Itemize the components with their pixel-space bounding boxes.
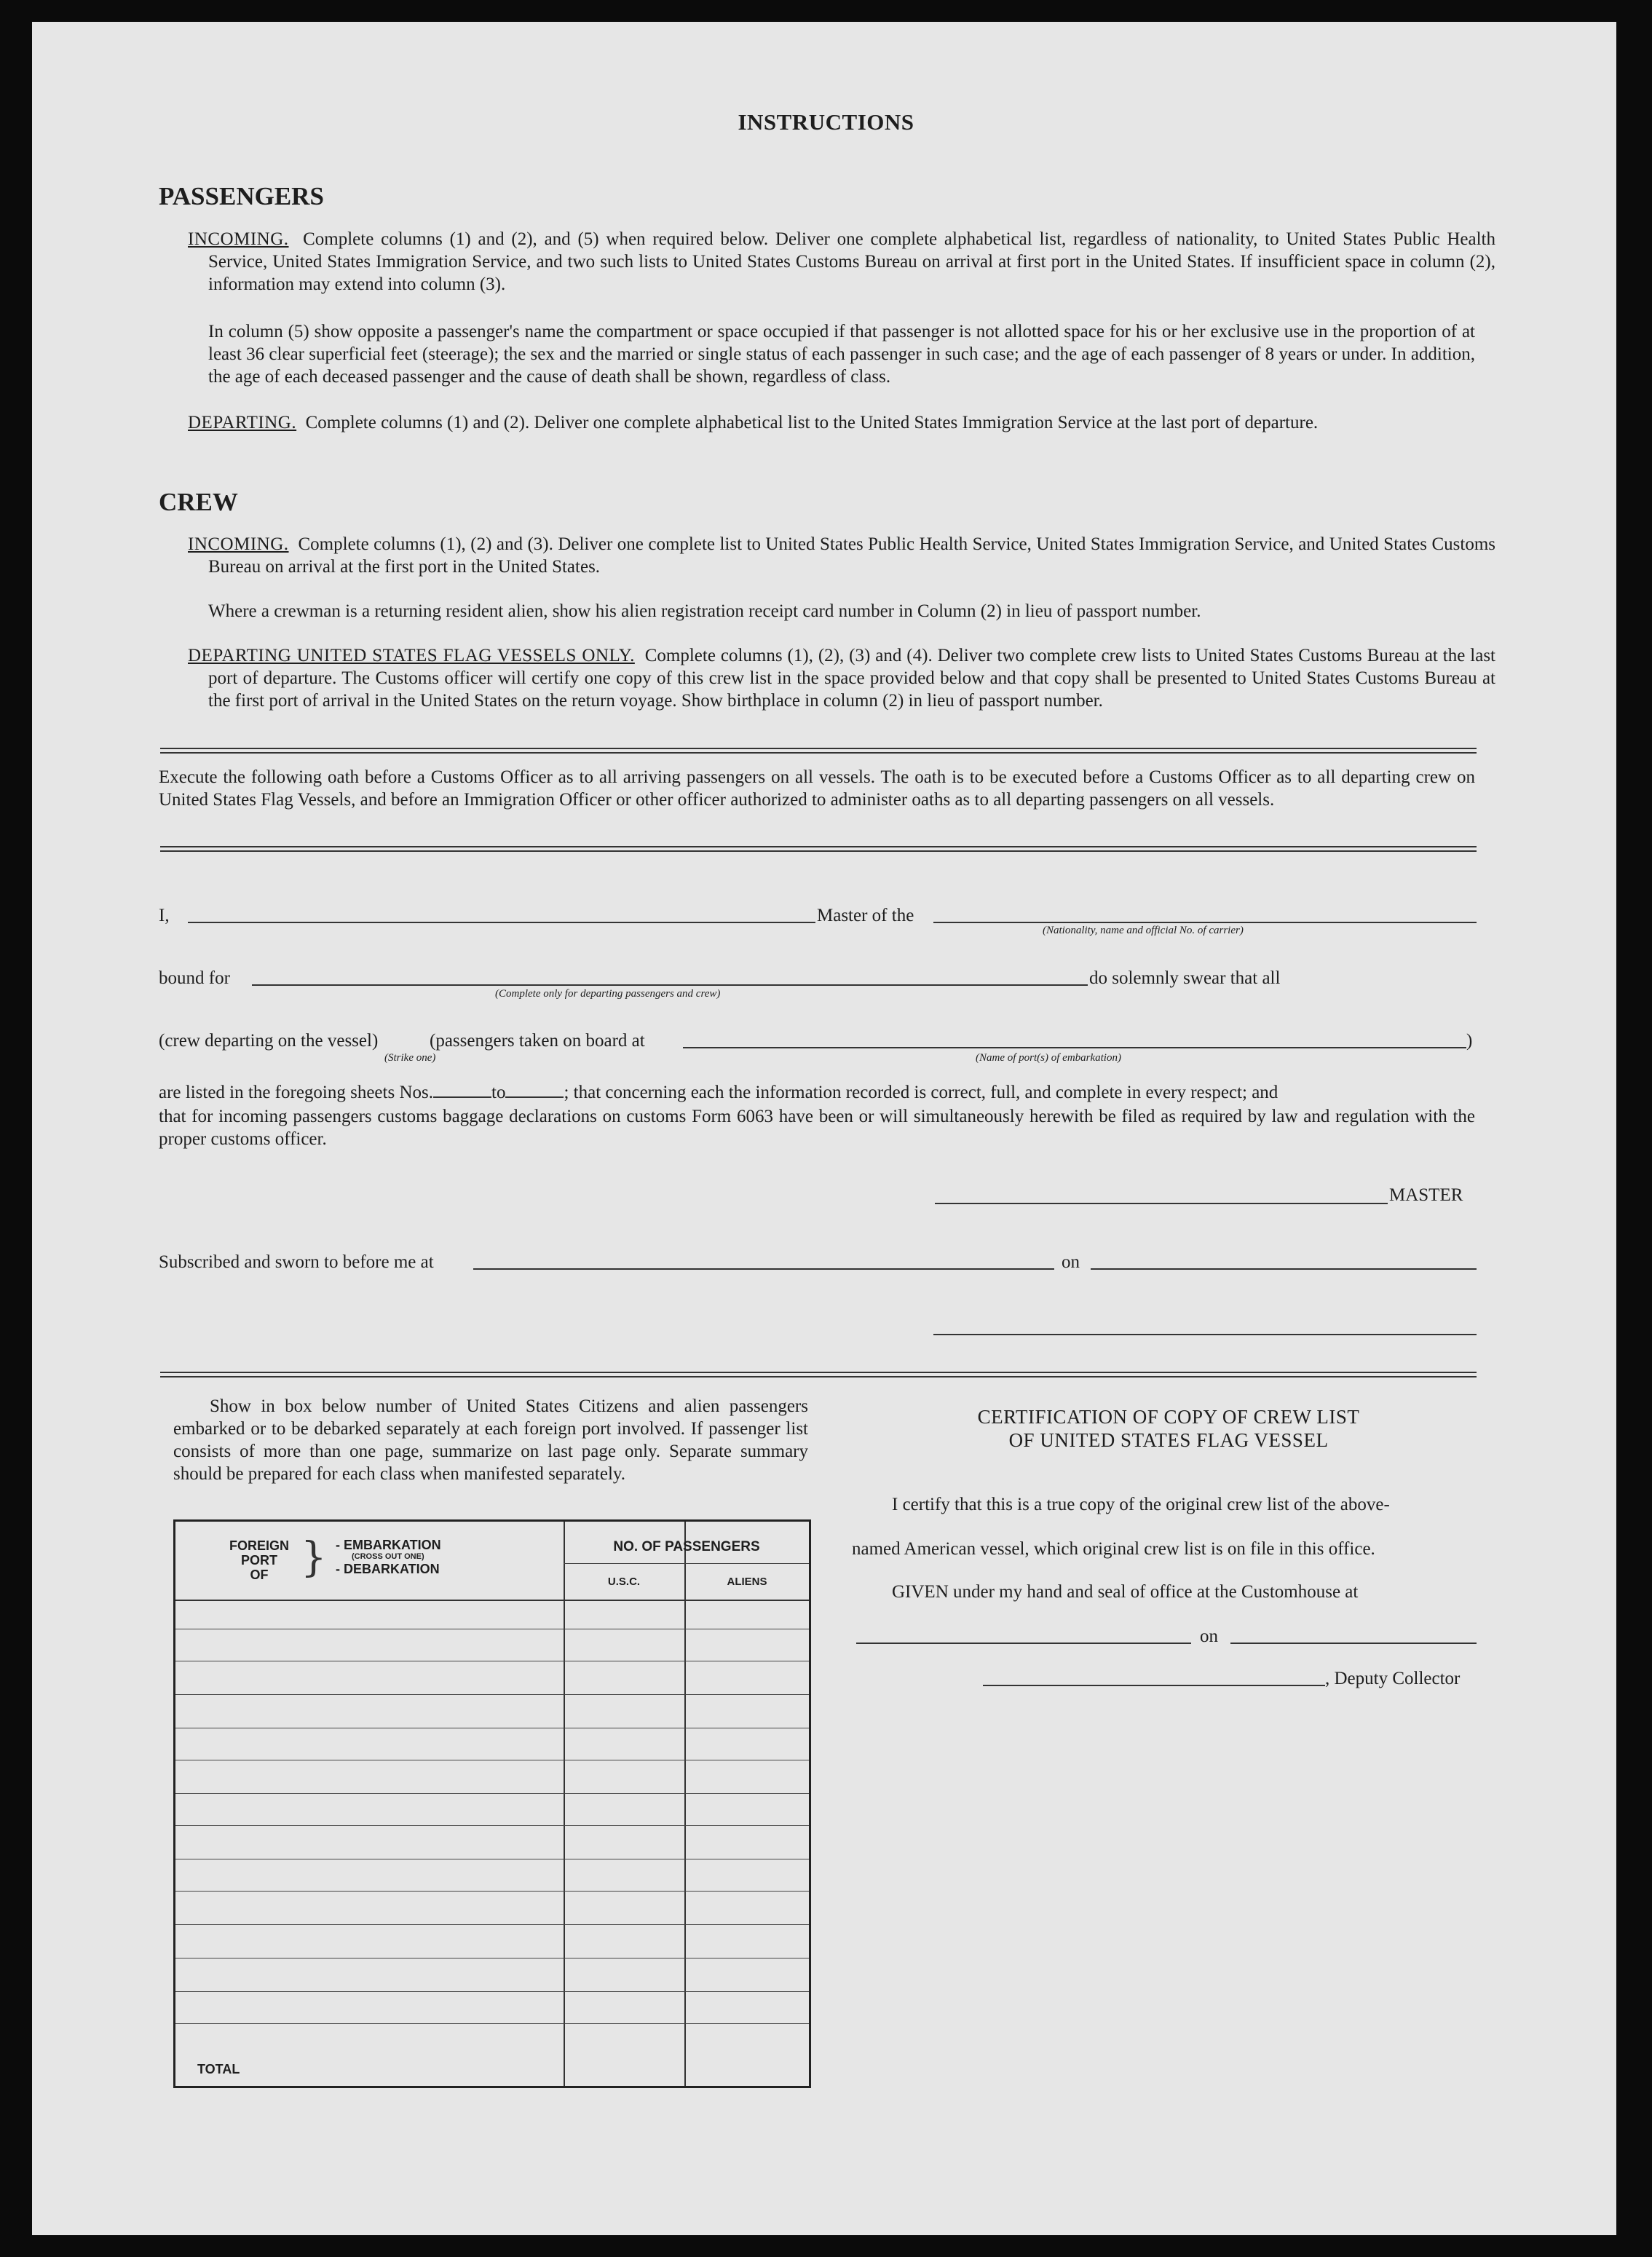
col-foreign-port-of (216, 1538, 303, 1582)
given-text: GIVEN under my hand and seal of office at the Customhouse at (892, 1582, 1359, 1602)
subscribed-label: Subscribed and sworn to before me at (159, 1252, 434, 1272)
certification-heading-line2: OF UNITED STATES FLAG VESSEL (1008, 1429, 1329, 1451)
passengers-incoming-paragraph (188, 228, 1495, 296)
deputy-collector-label: , Deputy Collector (1325, 1669, 1461, 1688)
deputy-collector-signature-field[interactable] (983, 1685, 1325, 1686)
sheet-from-field[interactable] (433, 1083, 491, 1098)
listed-suffix: ; that concerning each the information recorded is correct, full, and complete in every respect; and (564, 1083, 1278, 1102)
listed-line (159, 1083, 1475, 1103)
col-embarkation-group (336, 1538, 441, 1576)
table-row[interactable] (175, 1694, 809, 1695)
crew-incoming-text: Complete columns (1), (2) and (3). Deliver one complete list to United States Public Health Service, United States Immigration Service, and United States Customs Bureau on arrival at the first port in the United States. (208, 534, 1496, 577)
table-row[interactable] (175, 1825, 809, 1826)
subscribed-date-field[interactable] (1091, 1268, 1477, 1270)
carrier-caption: (Nationality, name and official No. of carrier) (1043, 925, 1244, 936)
passengers-departing-label: DEPARTING. (188, 413, 297, 432)
crew-incoming-paragraph (188, 533, 1495, 578)
crew-incoming-label: INCOMING. (188, 534, 289, 554)
passengers-departing-text: Complete columns (1) and (2). Deliver one complete alphabetical list to the United States Immigration Service at the last port of departure. (305, 413, 1319, 432)
total-label: TOTAL (197, 2062, 240, 2076)
divider (160, 846, 1477, 852)
sheet-to-field[interactable] (505, 1083, 564, 1098)
col-debarkation: - DEBARKATION (336, 1562, 440, 1576)
listed-prefix: are listed in the foregoing sheets Nos. (159, 1083, 433, 1102)
crew-departing-option[interactable]: (crew departing on the vessel) (159, 1031, 379, 1051)
summary-instructions: Show in box below number of United States Citizens and alien passengers embarked or to be debarked separately at each foreign port involved. If passenger list consists of more than one page, summarize on last page only. Separate summary should be prepared for each class when manifested separately. (173, 1396, 808, 1484)
column-divider (684, 1522, 686, 2086)
carrier-field[interactable] (933, 922, 1477, 923)
col-cross-out: (CROSS OUT ONE) (352, 1552, 424, 1561)
bound-for-caption: (Complete only for departing passengers and crew) (495, 988, 721, 1000)
passengers-heading: PASSENGERS (159, 182, 324, 210)
col-foreign: FOREIGN (229, 1538, 289, 1553)
oath-instructions: Execute the following oath before a Customs Officer as to all arriving passengers on all vessels. The oath is to be executed before a Customs Officer as to all departing crew on United States Flag Vessels, and before an Immigration Officer or other officer authorized to administer oaths as to all departing passengers on all vessels. (159, 767, 1475, 810)
table-row[interactable] (175, 1891, 809, 1892)
passengers-column5-paragraph: In column (5) show opposite a passenger's name the compartment or space occupied if that passenger is not allotted space for his or her exclusive use in the proportion of at least 36 clear superficial feet (steerage); the sex and the married or single status of each passenger in such case; and the age of each passenger of 8 years or under. In addition, the age of each deceased passenger and the cause of death shall be shown, regardless of class. (208, 322, 1475, 387)
bound-for-label: bound for (159, 968, 230, 988)
table-row[interactable] (175, 1924, 809, 1925)
oath-i-label: I, (159, 906, 170, 925)
brace-icon: } (301, 1534, 327, 1581)
col-embarkation: - EMBARKATION (336, 1538, 441, 1552)
passenger-summary-table (173, 1519, 811, 2088)
header-bottom (175, 1600, 809, 1601)
certification-heading (859, 1405, 1478, 1452)
table-row[interactable] (175, 1793, 809, 1794)
page-title: INSTRUCTIONS (738, 109, 914, 135)
listed-paragraph-2: that for incoming passengers customs baggage declarations on customs Form 6063 have been or will simultaneously herewith be filed as required by law and regulation with the proper customs officer. (159, 1107, 1475, 1149)
subscribed-place-field[interactable] (473, 1268, 1054, 1270)
passengers-departing-paragraph (188, 411, 1495, 434)
close-paren: ) (1466, 1031, 1473, 1051)
col-usc: U.S.C. (607, 1576, 641, 1588)
master-label: MASTER (1389, 1185, 1463, 1205)
header-divider (564, 1563, 809, 1564)
certify-text: I certify that this is a true copy of the original crew list of the above- (892, 1495, 1390, 1514)
crew-departing-label: DEPARTING UNITED STATES FLAG VESSELS ONLY. (188, 646, 635, 665)
crew-returning-paragraph: Where a crewman is a returning resident alien, show his alien registration receipt card number in Column (2) in lieu of passport number. (208, 601, 1201, 621)
table-row[interactable] (175, 1991, 809, 1992)
col-aliens: ALIENS (727, 1576, 767, 1588)
table-row[interactable] (175, 2023, 809, 2024)
port-caption: (Name of port(s) of embarkation) (976, 1052, 1121, 1064)
named-text: named American vessel, which original crew list is on file in this office. (852, 1539, 1375, 1559)
crew-departing-paragraph (188, 644, 1495, 712)
crew-departing-text: Complete columns (1), (2), (3) and (4). Deliver two complete crew lists to United States Customs Bureau at the last port of departure. The Customs officer will certify one copy of this crew list in the space provided below and that copy shall be presented to United States Customs Bureau at the first port of arrival in the United States on the return voyage. Show birthplace in column (2) in lieu of passport number. (208, 646, 1495, 711)
divider (160, 748, 1477, 754)
strike-caption: (Strike one) (384, 1052, 436, 1064)
col-no-passengers: NO. OF PASSENGERS (613, 1539, 760, 1554)
passengers-incoming-label: INCOMING. (188, 229, 289, 249)
col-port: PORT (240, 1553, 277, 1568)
passengers-incoming-text: Complete columns (1) and (2), and (5) when required below. Deliver one complete alphabetical list, regardless of nationality, to United States Public Health Service, United States Immigration Service, and two such lists to United States Customs Bureau on arrival at first port in the United States. If insufficient space in column (2), information may extend into column (3). (208, 229, 1496, 294)
to-label: to (491, 1083, 506, 1102)
bound-for-field[interactable] (252, 984, 1088, 986)
cert-date-field[interactable] (1230, 1643, 1477, 1644)
master-name-field[interactable] (188, 922, 815, 923)
divider (160, 1372, 1477, 1377)
subscribed-on-label: on (1062, 1252, 1080, 1272)
passengers-taken-option[interactable]: (passengers taken on board at (430, 1031, 645, 1051)
certification-heading-line1: CERTIFICATION OF COPY OF CREW LIST (977, 1406, 1360, 1428)
col-of: OF (250, 1568, 269, 1582)
embarkation-port-field[interactable] (683, 1047, 1466, 1048)
master-signature-field[interactable] (935, 1203, 1388, 1204)
master-of-label: Master of the (817, 906, 914, 925)
cert-on-label: on (1200, 1626, 1218, 1646)
swear-label: do solemnly swear that all (1089, 968, 1281, 988)
officer-signature-field[interactable] (933, 1334, 1477, 1335)
customhouse-field[interactable] (856, 1643, 1191, 1644)
column-divider (564, 1522, 565, 2086)
crew-heading: CREW (159, 488, 238, 516)
